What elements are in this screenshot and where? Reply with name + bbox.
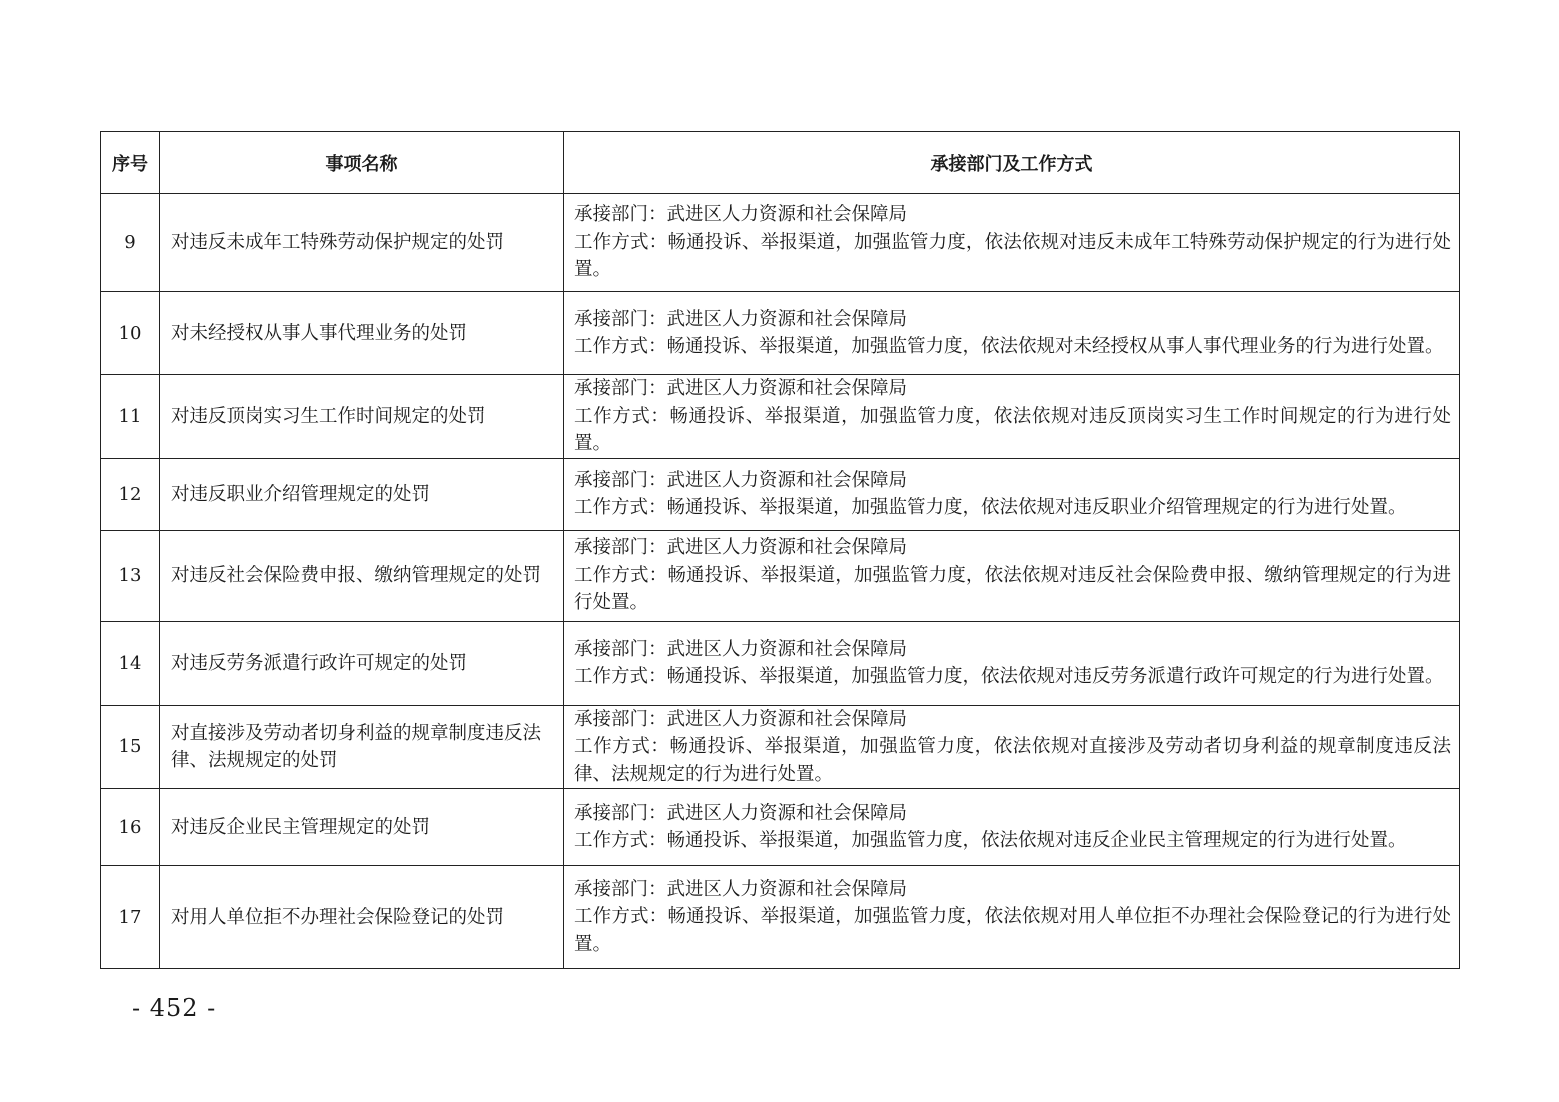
- row-dept-and-method: [564, 705, 1460, 789]
- row-method: 工作方式：畅通投诉、举报渠道，加强监管力度，依法依规对违反企业民主管理规定的行为进行处置。: [574, 830, 1407, 851]
- header-dept-and-method: 承接部门及工作方式: [564, 132, 1460, 194]
- row-serial-number: 15: [101, 705, 160, 789]
- row-serial-number: 14: [101, 621, 160, 705]
- row-serial-number: 12: [101, 458, 160, 530]
- row-method: 工作方式：畅通投诉、举报渠道，加强监管力度，依法依规对违反职业介绍管理规定的行为进行处置。: [574, 497, 1407, 518]
- row-matter-name: 对直接涉及劳动者切身利益的规章制度违反法律、法规规定的处罚: [160, 705, 564, 789]
- table-row: [101, 705, 1460, 789]
- table-row: [101, 375, 1460, 459]
- table-row: [101, 194, 1460, 292]
- row-matter-name: 对违反社会保险费申报、缴纳管理规定的处罚: [160, 530, 564, 621]
- row-dept-and-method: [564, 194, 1460, 292]
- row-method: 工作方式：畅通投诉、举报渠道，加强监管力度，依法依规对违反劳务派遣行政许可规定的行为进行处置。: [574, 666, 1444, 687]
- row-method: 工作方式：畅通投诉、举报渠道，加强监管力度，依法依规对违反未成年工特殊劳动保护规定的行为进行处置。: [574, 231, 1451, 281]
- row-serial-number: 13: [101, 530, 160, 621]
- table-row: [101, 530, 1460, 621]
- row-dept: 承接部门：武进区人力资源和社会保障局: [574, 802, 908, 824]
- table-row: [101, 789, 1460, 866]
- row-serial-number: 10: [101, 292, 160, 375]
- row-matter-name: 对未经授权从事人事代理业务的处罚: [160, 292, 564, 375]
- row-dept: 承接部门：武进区人力资源和社会保障局: [574, 638, 908, 660]
- table-row: [101, 866, 1460, 969]
- table-row: [101, 292, 1460, 375]
- row-dept-and-method: [564, 789, 1460, 866]
- row-matter-name: 对违反顶岗实习生工作时间规定的处罚: [160, 375, 564, 459]
- row-dept: 承接部门：武进区人力资源和社会保障局: [574, 708, 908, 730]
- row-method: 工作方式：畅通投诉、举报渠道，加强监管力度，依法依规对未经授权从事人事代理业务的行为进行处置。: [574, 336, 1444, 357]
- row-dept: 承接部门：武进区人力资源和社会保障局: [574, 204, 908, 226]
- row-matter-name: 对违反未成年工特殊劳动保护规定的处罚: [160, 194, 564, 292]
- row-dept-and-method: [564, 292, 1460, 375]
- row-matter-name: 对违反劳务派遣行政许可规定的处罚: [160, 621, 564, 705]
- row-method: 工作方式：畅通投诉、举报渠道，加强监管力度，依法依规对直接涉及劳动者切身利益的规章制度违反法律、法规规定的行为进行处置。: [574, 736, 1451, 785]
- row-dept: 承接部门：武进区人力资源和社会保障局: [574, 469, 908, 491]
- row-dept: 承接部门：武进区人力资源和社会保障局: [574, 308, 908, 330]
- row-dept-and-method: [564, 866, 1460, 969]
- table-row: [101, 458, 1460, 530]
- page-number: - 452 -: [132, 994, 217, 1022]
- matters-table: [100, 131, 1460, 969]
- row-method: 工作方式：畅通投诉、举报渠道，加强监管力度，依法依规对违反顶岗实习生工作时间规定的行为进行处置。: [574, 405, 1451, 454]
- row-dept: 承接部门：武进区人力资源和社会保障局: [574, 537, 908, 559]
- row-serial-number: 17: [101, 866, 160, 969]
- row-matter-name: 对违反职业介绍管理规定的处罚: [160, 458, 564, 530]
- row-dept: 承接部门：武进区人力资源和社会保障局: [574, 878, 908, 900]
- table-row: [101, 621, 1460, 705]
- row-matter-name: 对用人单位拒不办理社会保险登记的处罚: [160, 866, 564, 969]
- row-dept-and-method: [564, 375, 1460, 459]
- row-dept: 承接部门：武进区人力资源和社会保障局: [574, 378, 908, 399]
- header-matter-name: 事项名称: [160, 132, 564, 194]
- row-method: 工作方式：畅通投诉、举报渠道，加强监管力度，依法依规对用人单位拒不办理社会保险登记的行为进行处置。: [574, 906, 1451, 955]
- table-header-row: [101, 132, 1460, 194]
- header-serial-number: 序号: [101, 132, 160, 194]
- row-matter-name: 对违反企业民主管理规定的处罚: [160, 789, 564, 866]
- row-dept-and-method: [564, 530, 1460, 621]
- row-dept-and-method: [564, 621, 1460, 705]
- row-dept-and-method: [564, 458, 1460, 530]
- row-serial-number: 16: [101, 789, 160, 866]
- row-method: 工作方式：畅通投诉、举报渠道，加强监管力度，依法依规对违反社会保险费申报、缴纳管理规定的行为进行处置。: [574, 564, 1451, 614]
- row-serial-number: 9: [101, 194, 160, 292]
- row-serial-number: 11: [101, 375, 160, 459]
